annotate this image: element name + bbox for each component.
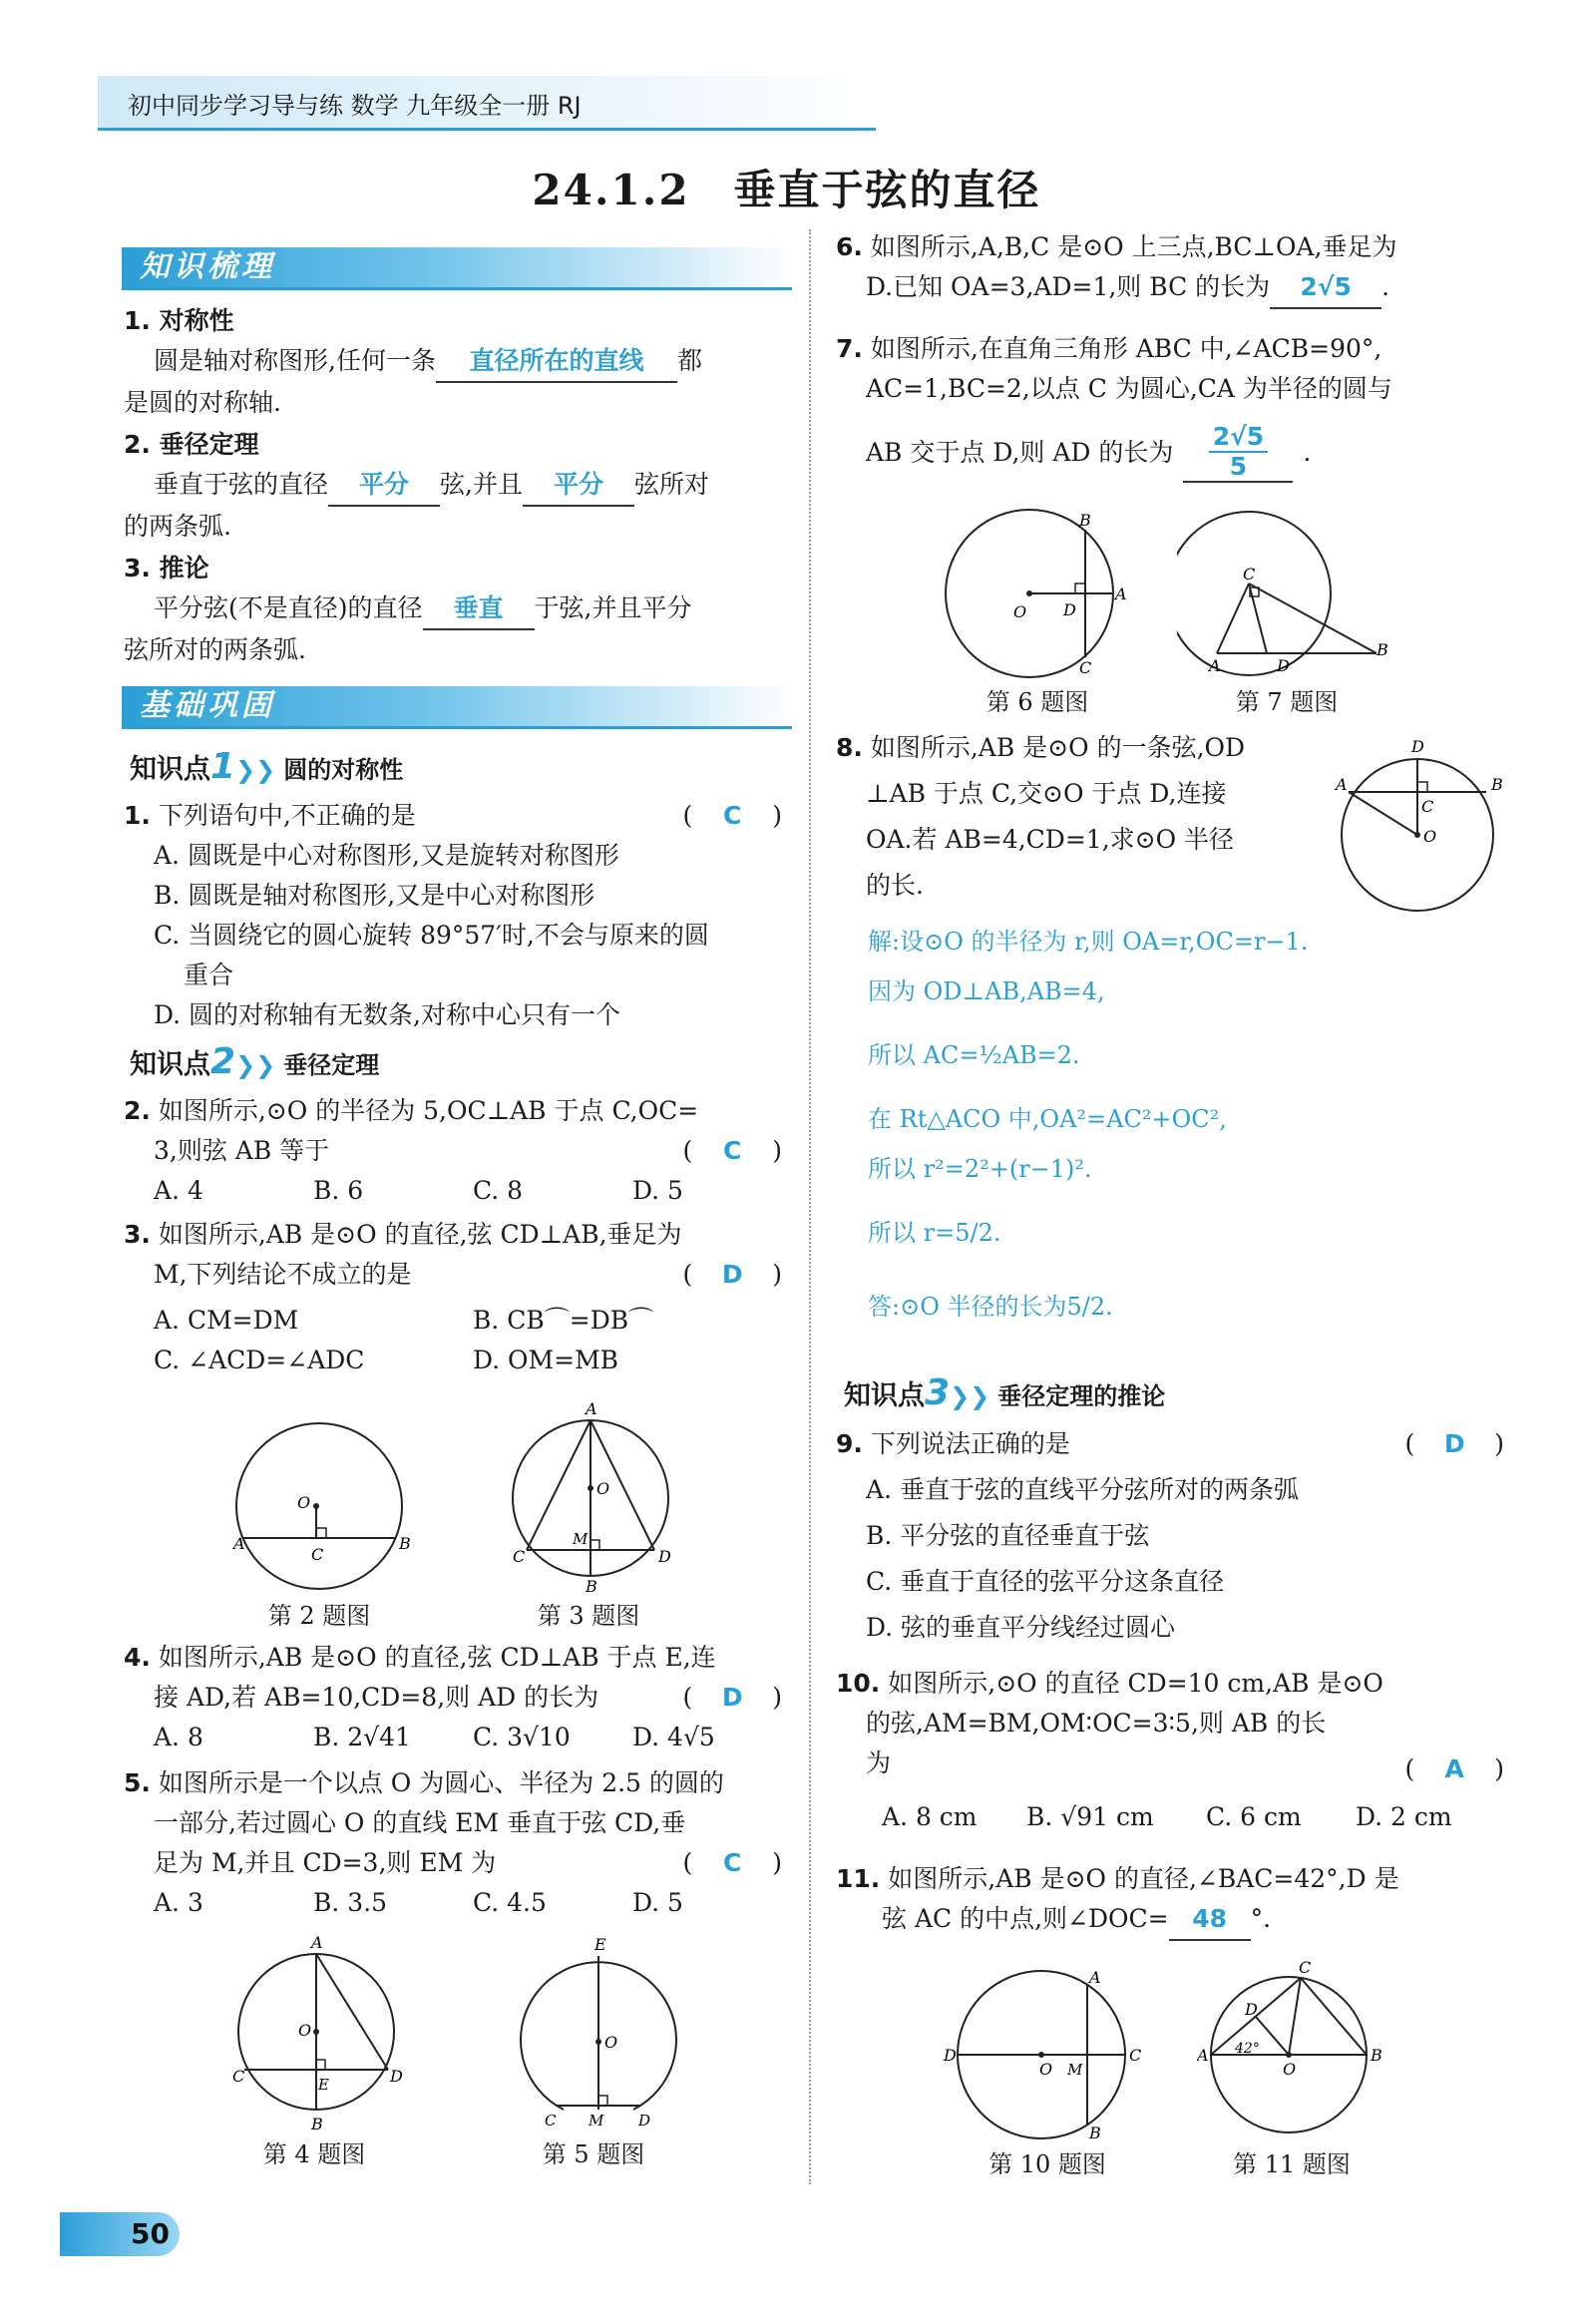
q-end: . <box>1303 438 1312 467</box>
q-line: 的长. <box>866 871 924 900</box>
k3-line2: 弦所对的两条弧. <box>124 635 306 664</box>
figure-2 <box>219 1416 419 1596</box>
q-line: 如图所示,AB 是⊙O 的直径,∠BAC=42°,D 是 <box>888 1864 1399 1893</box>
figure-4 <box>224 1930 404 2139</box>
q-number: 5. <box>124 1768 151 1797</box>
option: D. 5 <box>632 1176 683 1205</box>
q-line: 如图所示,⊙O 的半径为 5,OC⊥AB 于点 C,OC= <box>158 1096 699 1125</box>
option: D. OM=MB <box>473 1346 619 1374</box>
svg-text:O: O <box>596 1479 610 1498</box>
options-row <box>836 1797 1504 1837</box>
k3-line1 <box>124 588 794 630</box>
figure-8 <box>1332 730 1506 920</box>
kp-title: 垂径定理的推论 <box>997 1382 1166 1410</box>
option: A. 3 <box>154 1888 203 1917</box>
options-row <box>124 1718 782 1757</box>
svg-text:B: B <box>1491 775 1503 794</box>
k2-line1 <box>124 465 794 507</box>
svg-text:A: A <box>1336 775 1348 794</box>
svg-text:E: E <box>594 1935 606 1954</box>
banner-title: 基础巩固 <box>122 686 792 726</box>
k3-text2: 于弦,并且平分 <box>534 593 692 622</box>
option: B. 圆既是轴对称图形,又是中心对称图形 <box>154 881 595 910</box>
book-title: 初中同步学习导与练 数学 九年级全一册 RJ <box>128 92 582 120</box>
q-line: AB 交于点 D,则 AD 的长为 <box>866 438 1174 467</box>
q-line: 如图所示,AB 是⊙O 的直径,弦 CD⊥AB 于点 E,连 <box>158 1643 716 1672</box>
option: C. 垂直于直径的弦平分这条直径 <box>866 1567 1225 1596</box>
kp-number: 1 <box>210 746 236 787</box>
q-line: 如图所示,AB 是⊙O 的直径,弦 CD⊥AB,垂足为 <box>158 1220 682 1249</box>
kp1-heading <box>130 746 403 787</box>
q-number: 7. <box>836 334 863 363</box>
caption-fig11: 第 11 题图 <box>1233 2150 1351 2178</box>
k2-text: 垂直于弦的直径 <box>154 470 329 499</box>
svg-text:B: B <box>399 1534 411 1553</box>
question-7 <box>836 329 1514 483</box>
solution-line: 所以 r²=2²+(r−1)². <box>868 1155 1092 1183</box>
q-line: OA.若 AB=4,CD=1,求⊙O 半径 <box>866 825 1235 854</box>
caption-fig4: 第 4 题图 <box>262 2140 366 2168</box>
figure-5 <box>509 1930 678 2130</box>
q-line: 一部分,若过圆心 O 的直线 EM 垂直于弦 CD,垂 <box>154 1808 686 1837</box>
svg-text:D: D <box>1245 2000 1258 2019</box>
q-line: 的弦,AM=BM,OM∶OC=3∶5,则 AB 的长 <box>866 1709 1327 1738</box>
option: B. CB⌒=DB⌒ <box>473 1306 654 1335</box>
kp-label: 知识点 <box>844 1380 925 1411</box>
option: C. 8 <box>473 1176 524 1205</box>
k1-line2: 是圆的对称轴. <box>124 388 281 417</box>
question-9 <box>836 1424 1504 1648</box>
svg-text:A: A <box>1089 1968 1101 1987</box>
svg-text:C: C <box>311 1545 324 1564</box>
caption-fig5: 第 5 题图 <box>542 2140 645 2168</box>
svg-text:D: D <box>1277 656 1290 675</box>
svg-text:42°: 42° <box>1235 2041 1260 2057</box>
option: D. 弦的垂直平分线经过圆心 <box>866 1613 1176 1642</box>
fraction-numerator: 2√5 <box>1209 423 1268 453</box>
option: A. 8 <box>154 1723 203 1751</box>
option: C. 当圆绕它的圆心旋转 89°57′时,不会与原来的圆 <box>154 921 709 950</box>
svg-text:O: O <box>1013 602 1027 621</box>
svg-text:D: D <box>1411 737 1424 756</box>
answer-paren: ( D ) <box>1404 1424 1504 1464</box>
option: A. 圆既是中心对称图形,又是旋转对称图形 <box>154 841 619 870</box>
option: B. 2√41 <box>313 1723 411 1751</box>
question-11 <box>836 1859 1504 1941</box>
q-answer: D <box>1443 1429 1465 1458</box>
q-answer: D <box>721 1683 743 1712</box>
caption-fig7: 第 7 题图 <box>1235 688 1339 716</box>
svg-text:O: O <box>1283 2060 1297 2079</box>
q-line: 如图所示是一个以点 O 为圆心、半径为 2.5 的圆的 <box>158 1768 724 1797</box>
q-answer: 48 <box>1169 1899 1251 1941</box>
column-divider <box>809 229 811 2184</box>
knowledge-banner <box>122 247 792 290</box>
svg-text:M: M <box>573 1530 589 1548</box>
kp3-heading <box>844 1372 1165 1413</box>
q-answer: D <box>721 1260 743 1289</box>
q-answer: 2√5 <box>1270 267 1381 309</box>
svg-text:O: O <box>298 2021 312 2040</box>
q-number: 2. <box>124 1096 151 1125</box>
svg-text:O: O <box>1423 827 1437 846</box>
double-chevron-icon: ❯❯ <box>235 756 276 784</box>
option-cont: 重合 <box>184 961 234 989</box>
option: C. 4.5 <box>473 1888 547 1917</box>
q-number: 6. <box>836 232 863 261</box>
caption-fig10: 第 10 题图 <box>988 2150 1106 2178</box>
svg-text:C: C <box>513 1547 526 1566</box>
svg-text:C: C <box>1079 658 1092 677</box>
option: B. 平分弦的直径垂直于弦 <box>866 1521 1150 1550</box>
svg-text:E: E <box>318 2076 329 2094</box>
q-end: °. <box>1250 1904 1272 1933</box>
caption-fig2: 第 2 题图 <box>267 1602 371 1630</box>
double-chevron-icon: ❯❯ <box>235 1051 276 1079</box>
k3-text: 平分弦(不是直径)的直径 <box>154 593 423 622</box>
solution-line: 因为 OD⊥AB,AB=4, <box>868 977 1105 1005</box>
q-number: 9. <box>836 1429 863 1458</box>
q-line: 如图所示,⊙O 的直径 CD=10 cm,AB 是⊙O <box>888 1669 1383 1698</box>
figure-10 <box>940 1963 1159 2142</box>
answer-paren: ( D ) <box>682 1678 782 1718</box>
options-row <box>124 1301 782 1341</box>
banner-underline <box>122 287 792 290</box>
svg-text:A: A <box>311 1933 323 1952</box>
question-8 <box>836 728 1335 906</box>
svg-text:O: O <box>1039 2060 1053 2079</box>
k1-line1 <box>124 341 794 383</box>
page-number: 50 <box>60 2212 180 2256</box>
double-chevron-icon: ❯❯ <box>950 1382 990 1410</box>
svg-text:C: C <box>232 2067 245 2086</box>
svg-text:B: B <box>1089 2124 1101 2142</box>
q-number: 3. <box>124 1220 151 1249</box>
question-10 <box>836 1664 1504 1837</box>
question-2 <box>124 1091 782 1211</box>
svg-text:C: C <box>1243 565 1256 583</box>
basics-banner <box>122 686 792 729</box>
q-end: . <box>1381 272 1390 301</box>
q-stem: 下列语句中,不正确的是 <box>158 801 416 830</box>
svg-text:C: C <box>1421 797 1434 816</box>
svg-text:A: A <box>233 1534 245 1553</box>
options-row <box>124 1883 782 1923</box>
svg-text:M: M <box>1067 2061 1083 2079</box>
q-line: 接 AD,若 AB=10,CD=8,则 AD 的长为 <box>154 1683 599 1712</box>
svg-text:D: D <box>658 1547 671 1566</box>
option: D. 圆的对称轴有无数条,对称中心只有一个 <box>154 1000 620 1029</box>
k3-answer: 垂直 <box>423 588 535 630</box>
option: C. ∠ACD=∠ADC <box>154 1346 365 1374</box>
question-3 <box>124 1215 782 1380</box>
svg-text:B: B <box>311 2115 323 2133</box>
svg-text:C: C <box>545 2112 557 2130</box>
question-6 <box>836 227 1514 309</box>
options-row <box>124 1341 782 1380</box>
answer-paren: ( A ) <box>1404 1749 1504 1789</box>
q-line: 3,则弦 AB 等于 <box>154 1136 330 1165</box>
option: A. 8 cm <box>882 1802 978 1831</box>
question-1 <box>124 796 782 1035</box>
q-line: 弦 AC 的中点,则∠DOC= <box>882 1904 1169 1933</box>
svg-text:C: C <box>1129 2046 1142 2065</box>
q-line: AC=1,BC=2,以点 C 为圆心,CA 为半径的圆与 <box>866 374 1392 403</box>
question-5 <box>124 1763 782 1923</box>
k2-answer2: 平分 <box>523 465 634 507</box>
k2-text2: 弦,并且 <box>440 470 523 499</box>
option: B. √91 cm <box>1026 1802 1154 1831</box>
option: D. 2 cm <box>1356 1802 1452 1831</box>
kp-number: 3 <box>925 1372 951 1413</box>
svg-text:A: A <box>1209 656 1221 675</box>
q-answer: C <box>723 1848 742 1877</box>
q-number: 10. <box>836 1669 881 1698</box>
solution-line: 所以 AC=½AB=2. <box>868 1041 1080 1069</box>
k3-head: 3. 推论 <box>124 554 209 582</box>
q-line: 如图所示,A,B,C 是⊙O 上三点,BC⊥OA,垂足为 <box>870 232 1397 261</box>
svg-text:O: O <box>604 2033 618 2052</box>
banner-title: 知识梳理 <box>122 247 792 287</box>
k2-text3: 弦所对 <box>633 470 709 499</box>
q-number: 4. <box>124 1643 151 1672</box>
fraction-denominator: 5 <box>1229 452 1248 481</box>
solution-8 <box>868 922 1506 1327</box>
solution-line: 所以 r=5/2. <box>868 1219 1001 1247</box>
banner-underline <box>122 726 792 729</box>
q-number: 11. <box>836 1864 881 1893</box>
svg-text:O: O <box>297 1493 311 1512</box>
q-answer: C <box>723 801 742 830</box>
options-row <box>124 1171 782 1211</box>
q-line: 如图所示,在直角三角形 ABC 中,∠ACB=90°, <box>870 334 1382 363</box>
question-4 <box>124 1638 782 1757</box>
caption-fig3: 第 3 题图 <box>537 1602 640 1630</box>
option: A. 垂直于弦的直线平分弦所对的两条弧 <box>866 1475 1299 1504</box>
option: A. CM=DM <box>154 1306 299 1335</box>
k2-line2: 的两条弧. <box>124 512 231 541</box>
solution-line: 答:⊙O 半径的长为5/2. <box>868 1293 1113 1321</box>
q-line: 如图所示,AB 是⊙O 的一条弦,OD <box>870 733 1246 762</box>
svg-text:D: D <box>390 2067 403 2086</box>
svg-text:B: B <box>1371 2046 1382 2065</box>
svg-text:D: D <box>944 2046 957 2065</box>
figure-3 <box>499 1396 678 1596</box>
q-line: D.已知 OA=3,AD=1,则 BC 的长为 <box>866 272 1271 301</box>
svg-text:C: C <box>1299 1958 1312 1977</box>
q-number: 8. <box>836 733 863 762</box>
q-stem: 下列说法正确的是 <box>870 1429 1070 1458</box>
answer-paren: ( C ) <box>682 796 782 836</box>
svg-text:B: B <box>1079 511 1091 530</box>
k1-answer: 直径所在的直线 <box>436 341 677 383</box>
option: D. 5 <box>632 1888 683 1917</box>
option: B. 6 <box>313 1176 364 1205</box>
option: C. 3√10 <box>473 1723 571 1751</box>
figure-11 <box>1197 1955 1396 2144</box>
figure-7 <box>1177 504 1396 683</box>
kp-label: 知识点 <box>130 1049 210 1080</box>
q-line: ⊥AB 于点 C,交⊙O 于点 D,连接 <box>866 779 1227 808</box>
kp-number: 2 <box>210 1041 236 1082</box>
page-title: 24.1.2 垂直于弦的直径 <box>532 166 1041 214</box>
answer-paren: ( D ) <box>682 1255 782 1295</box>
q-number: 1. <box>124 801 151 830</box>
k1-head: 1. 对称性 <box>124 306 234 335</box>
k1-text: 圆是轴对称图形,任何一条 <box>154 346 436 375</box>
k2-answer1: 平分 <box>328 465 440 507</box>
answer-paren: ( C ) <box>682 1843 782 1883</box>
fraction-answer <box>1183 423 1293 483</box>
knowledge-section <box>124 301 794 670</box>
svg-text:A: A <box>1115 584 1127 603</box>
k2-head: 2. 垂径定理 <box>124 430 259 459</box>
q-line: M,下列结论不成立的是 <box>154 1260 412 1289</box>
option: C. 6 cm <box>1206 1802 1302 1831</box>
kp-title: 垂径定理 <box>283 1051 380 1079</box>
svg-text:D: D <box>638 2112 651 2130</box>
svg-text:A: A <box>1197 2046 1209 2065</box>
k1-text2: 都 <box>676 346 702 375</box>
svg-text:B: B <box>1376 640 1388 659</box>
figure-6 <box>938 504 1137 683</box>
kp2-heading <box>130 1041 379 1082</box>
kp-title: 圆的对称性 <box>283 756 404 784</box>
solution-line: 在 Rt△ACO 中,OA²=AC²+OC², <box>868 1105 1227 1133</box>
q-line: 足为 M,并且 CD=3,则 EM 为 <box>154 1848 497 1877</box>
svg-text:D: D <box>1063 600 1076 619</box>
q-answer: C <box>723 1136 742 1165</box>
q-line: 为 <box>866 1748 892 1777</box>
svg-text:M: M <box>589 2112 604 2130</box>
svg-text:B: B <box>586 1577 597 1596</box>
option: D. 4√5 <box>632 1723 715 1751</box>
option: B. 3.5 <box>313 1888 388 1917</box>
caption-fig6: 第 6 题图 <box>985 688 1089 716</box>
q-answer: A <box>1444 1754 1464 1783</box>
option: A. 4 <box>154 1176 203 1205</box>
answer-paren: ( C ) <box>682 1131 782 1171</box>
kp-label: 知识点 <box>130 754 210 785</box>
svg-text:A: A <box>586 1399 597 1418</box>
solution-line: 解:设⊙O 的半径为 r,则 OA=r,OC=r−1. <box>868 928 1309 956</box>
